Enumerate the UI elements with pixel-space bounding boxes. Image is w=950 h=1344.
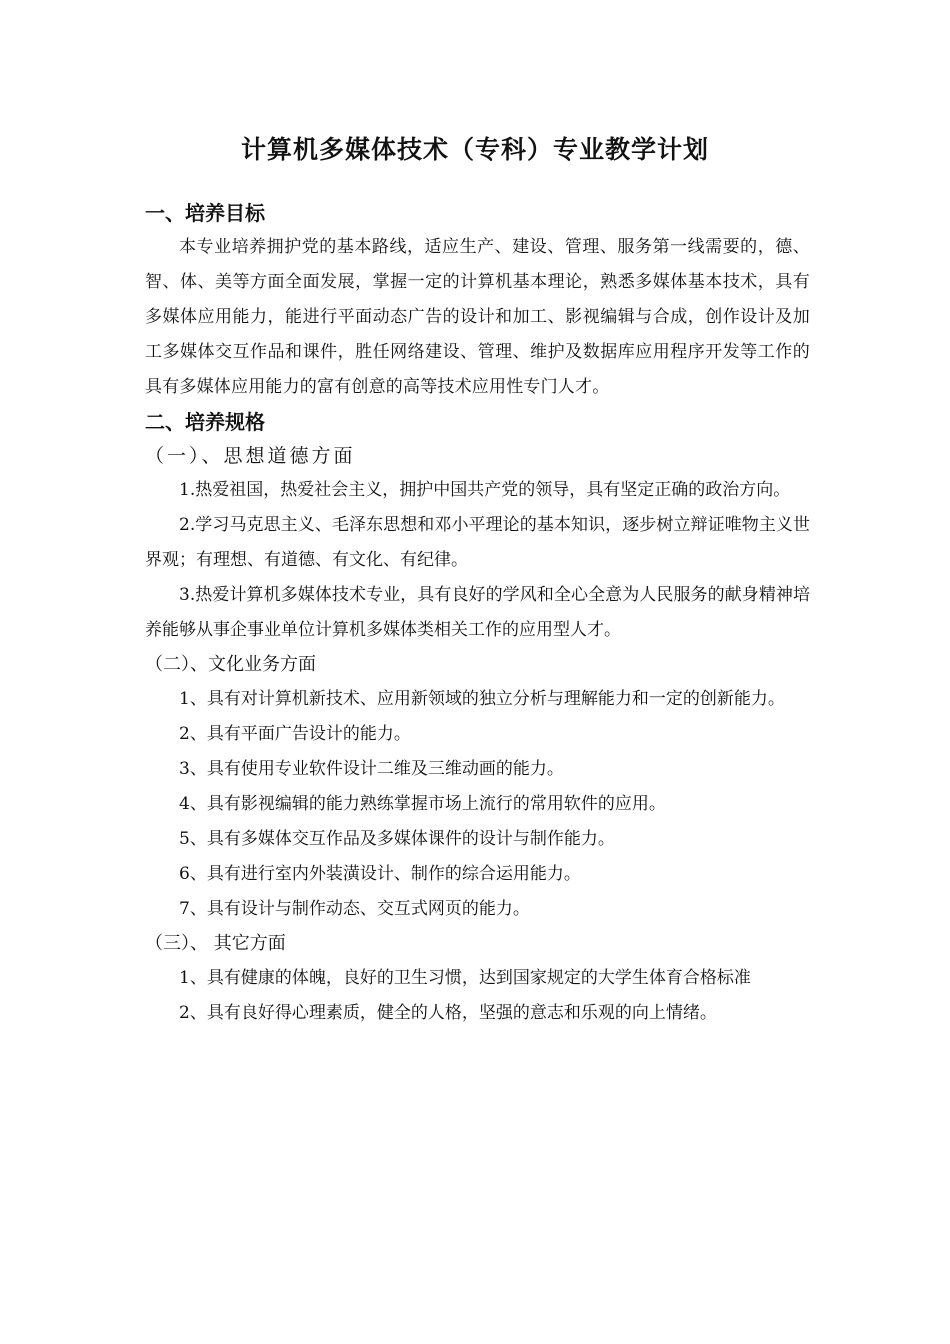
- list-item: 3.热爱计算机多媒体技术专业，具有良好的学风和全心全意为人民服务的献身精神培养能够从事企事业单位计算机多媒体类相关工作的应用型人才。: [145, 585, 810, 640]
- list-item: 4、具有影视编辑的能力熟练掌握市场上流行的常用软件的应用。: [179, 794, 666, 814]
- subsection-heading-moral: （一）、思想道德方面: [145, 445, 356, 467]
- subsection-heading-other: （三）、 其它方面: [145, 933, 286, 954]
- list-item: 1、具有对计算机新技术、应用新领域的独立分析与理解能力和一定的创新能力。: [179, 689, 785, 709]
- list-item: 1、具有健康的体魄，良好的卫生习惯，达到国家规定的大学生体育合格标准: [179, 968, 751, 988]
- section-heading-spec: 二、培养规格: [145, 410, 265, 434]
- list-item: 6、具有进行室内外装潢设计、制作的综合运用能力。: [179, 864, 581, 884]
- list-item: 2.学习马克思主义、毛泽东思想和邓小平理论的基本知识，逐步树立辩证唯物主义世界观；有理想、有道德、有文化、有纪律。: [145, 515, 810, 570]
- list-item: 7、具有设计与制作动态、交互式网页的能力。: [179, 899, 530, 919]
- document-body: [145, 196, 810, 1031]
- goal-paragraph: 本专业培养拥护党的基本路线，适应生产、建设、管理、服务第一线需要的，德、智、体、美等方面全面发展，掌握一定的计算机基本理论，熟悉多媒体基本技术，具有多媒体应用能力，能进行平面动态广告的设计和加工、影视编辑与合成，创作设计及加工多媒体交互作品和课件，胜任网络建设、管理、维护及数据库应用程序开发等工作的具有多媒体应用能力的富有创意的高等技术应用性专门人才。: [145, 237, 810, 397]
- list-item: 3、具有使用专业软件设计二维及三维动画的能力。: [179, 759, 564, 779]
- list-item: 5、具有多媒体交互作品及多媒体课件的设计与制作能力。: [179, 829, 615, 849]
- list-item: 2、具有良好得心理素质，健全的人格，坚强的意志和乐观的向上情绪。: [179, 1003, 717, 1023]
- list-item: 2、具有平面广告设计的能力。: [179, 724, 411, 744]
- list-item: 1.热爱祖国，热爱社会主义，拥护中国共产党的领导，具有坚定正确的政治方向。: [179, 480, 791, 500]
- page-title: 计算机多媒体技术（专科）专业教学计划: [240, 135, 709, 164]
- section-heading-goal: 一、培养目标: [145, 201, 265, 225]
- subsection-heading-culture: （二）、文化业务方面: [145, 654, 316, 675]
